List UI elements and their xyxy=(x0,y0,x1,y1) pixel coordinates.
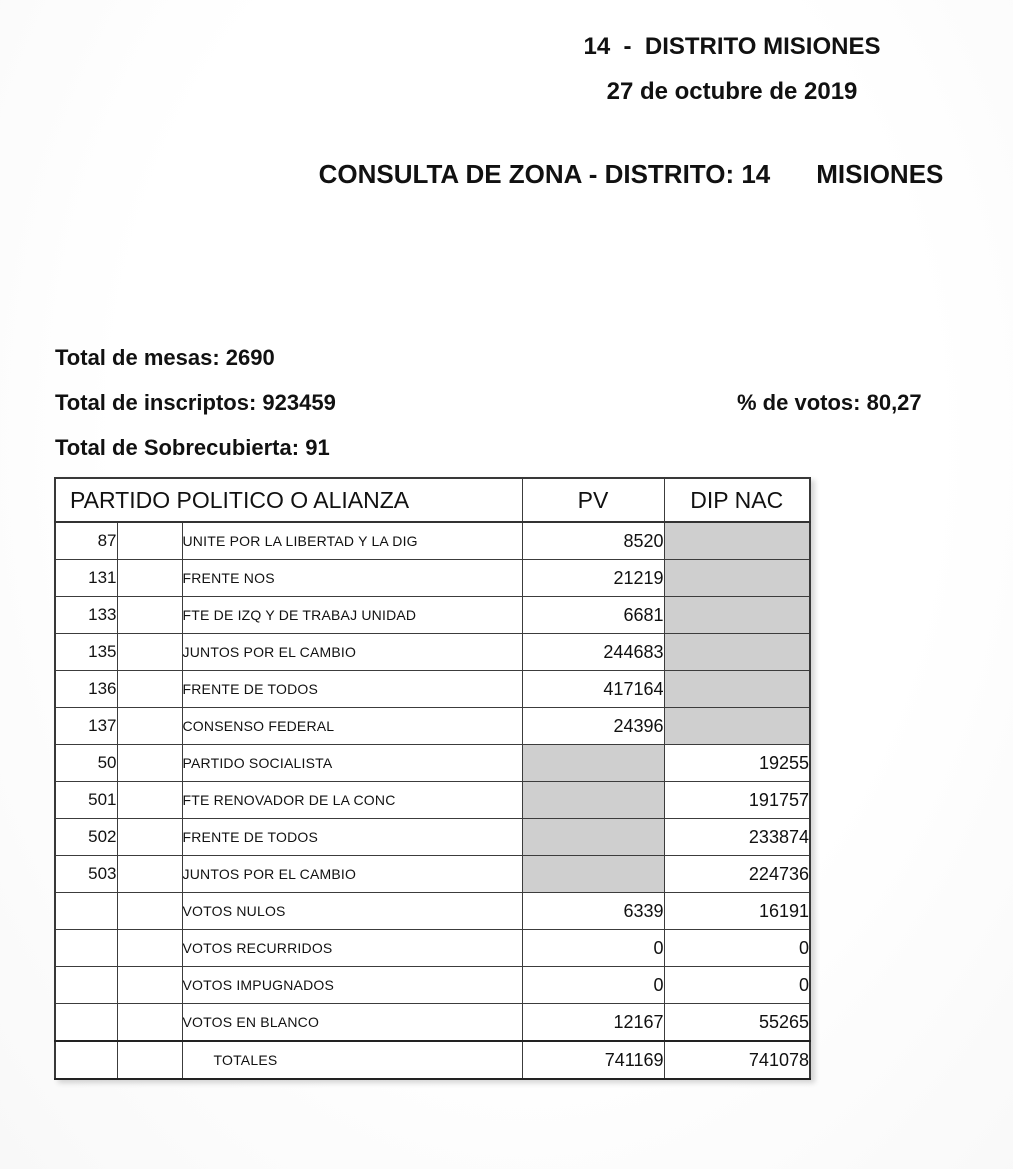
party-code-cell xyxy=(55,1004,117,1042)
report-title xyxy=(250,159,1012,190)
pv-value-cell: 21219 xyxy=(522,560,664,597)
total-sobrecubierta-value: 91 xyxy=(305,435,330,460)
blank-cell xyxy=(117,671,182,708)
pv-value-cell: 417164 xyxy=(522,671,664,708)
party-code-cell: 136 xyxy=(55,671,117,708)
dip-nac-value-cell: 55265 xyxy=(664,1004,810,1042)
party-name-cell: FTE DE IZQ Y DE TRABAJ UNIDAD xyxy=(182,597,522,634)
result-row xyxy=(55,930,810,967)
pct-votos-stat xyxy=(737,390,922,416)
report-title-district: MISIONES xyxy=(816,159,944,189)
pv-value-cell xyxy=(522,856,664,893)
date-header: 27 de octubre de 2019 xyxy=(606,78,858,105)
report-title-text: CONSULTA DE ZONA - DISTRITO: 14 xyxy=(318,159,771,189)
dip-nac-value-cell xyxy=(664,597,810,634)
column-header-dip-nac: DIP NAC xyxy=(664,478,810,522)
blank-cell xyxy=(117,522,182,560)
pv-value-cell xyxy=(522,819,664,856)
blank-cell xyxy=(117,819,182,856)
result-row xyxy=(55,819,810,856)
total-inscriptos-stat xyxy=(55,390,336,416)
party-name-cell: CONSENSO FEDERAL xyxy=(182,708,522,745)
pv-value-cell xyxy=(522,782,664,819)
result-row xyxy=(55,597,810,634)
party-name-cell: TOTALES xyxy=(182,1041,522,1079)
total-inscriptos-label: Total de inscriptos: xyxy=(55,390,257,415)
pv-value-cell: 6339 xyxy=(522,893,664,930)
party-name-cell: FRENTE DE TODOS xyxy=(182,671,522,708)
dip-nac-value-cell xyxy=(664,708,810,745)
party-name-cell: JUNTOS POR EL CAMBIO xyxy=(182,634,522,671)
blank-cell xyxy=(117,634,182,671)
blank-cell xyxy=(117,597,182,634)
blank-cell xyxy=(117,856,182,893)
blank-cell xyxy=(117,967,182,1004)
dip-nac-value-cell xyxy=(664,522,810,560)
table-header-row xyxy=(55,478,810,522)
pct-votos-label: % de votos: xyxy=(737,390,861,415)
result-row xyxy=(55,522,810,560)
total-sobrecubierta-stat xyxy=(55,435,330,461)
party-code-cell: 50 xyxy=(55,745,117,782)
dip-nac-value-cell: 16191 xyxy=(664,893,810,930)
party-code-cell xyxy=(55,930,117,967)
pv-value-cell: 244683 xyxy=(522,634,664,671)
totals-row xyxy=(55,1041,810,1079)
total-inscriptos-value: 923459 xyxy=(262,390,336,415)
party-name-cell: FRENTE DE TODOS xyxy=(182,819,522,856)
total-sobrecubierta-label: Total de Sobrecubierta: xyxy=(55,435,300,460)
party-name-cell: VOTOS EN BLANCO xyxy=(182,1004,522,1042)
party-code-cell: 131 xyxy=(55,560,117,597)
pv-value-cell: 8520 xyxy=(522,522,664,560)
dip-nac-value-cell xyxy=(664,634,810,671)
pv-value-cell: 6681 xyxy=(522,597,664,634)
dip-nac-value-cell: 741078 xyxy=(664,1041,810,1079)
party-name-cell: PARTIDO SOCIALISTA xyxy=(182,745,522,782)
party-code-cell: 502 xyxy=(55,819,117,856)
result-row xyxy=(55,856,810,893)
results-table xyxy=(54,477,811,1080)
party-code-cell: 133 xyxy=(55,597,117,634)
dip-nac-value-cell: 0 xyxy=(664,930,810,967)
pv-value-cell xyxy=(522,745,664,782)
party-code-cell: 135 xyxy=(55,634,117,671)
result-row xyxy=(55,708,810,745)
result-row xyxy=(55,893,810,930)
party-name-cell: UNITE POR LA LIBERTAD Y LA DIG xyxy=(182,522,522,560)
party-name-cell: FTE RENOVADOR DE LA CONC xyxy=(182,782,522,819)
dip-nac-value-cell xyxy=(664,560,810,597)
dip-nac-value-cell xyxy=(664,671,810,708)
blank-cell xyxy=(117,1041,182,1079)
dip-nac-value-cell: 19255 xyxy=(664,745,810,782)
result-row xyxy=(55,634,810,671)
party-code-cell: 137 xyxy=(55,708,117,745)
blank-cell xyxy=(117,782,182,819)
column-header-party: PARTIDO POLITICO O ALIANZA xyxy=(55,478,522,522)
party-name-cell: FRENTE NOS xyxy=(182,560,522,597)
party-code-cell xyxy=(55,1041,117,1079)
dip-nac-value-cell: 224736 xyxy=(664,856,810,893)
blank-cell xyxy=(117,560,182,597)
party-code-cell: 501 xyxy=(55,782,117,819)
result-row xyxy=(55,782,810,819)
pv-value-cell: 741169 xyxy=(522,1041,664,1079)
district-header: 14 - DISTRITO MISIONES xyxy=(583,33,881,60)
total-mesas-label: Total de mesas: xyxy=(55,345,220,370)
dip-nac-value-cell: 233874 xyxy=(664,819,810,856)
blank-cell xyxy=(117,930,182,967)
party-code-cell xyxy=(55,967,117,1004)
party-name-cell: JUNTOS POR EL CAMBIO xyxy=(182,856,522,893)
party-name-cell: VOTOS RECURRIDOS xyxy=(182,930,522,967)
party-name-cell: VOTOS IMPUGNADOS xyxy=(182,967,522,1004)
blank-cell xyxy=(117,893,182,930)
blank-cell xyxy=(117,708,182,745)
result-row xyxy=(55,560,810,597)
total-mesas-value: 2690 xyxy=(225,345,275,370)
pv-value-cell: 0 xyxy=(522,967,664,1004)
party-code-cell: 503 xyxy=(55,856,117,893)
total-mesas-stat xyxy=(55,345,275,371)
result-row xyxy=(55,1004,810,1042)
result-row xyxy=(55,671,810,708)
blank-cell xyxy=(117,1004,182,1042)
pct-votos-value: 80,27 xyxy=(866,390,922,415)
result-row xyxy=(55,745,810,782)
results-table-body xyxy=(55,522,810,1079)
dip-nac-value-cell: 0 xyxy=(664,967,810,1004)
pv-value-cell: 24396 xyxy=(522,708,664,745)
party-code-cell xyxy=(55,893,117,930)
pv-value-cell: 12167 xyxy=(522,1004,664,1042)
party-code-cell: 87 xyxy=(55,522,117,560)
result-row xyxy=(55,967,810,1004)
column-header-pv: PV xyxy=(522,478,664,522)
party-name-cell: VOTOS NULOS xyxy=(182,893,522,930)
pv-value-cell: 0 xyxy=(522,930,664,967)
blank-cell xyxy=(117,745,182,782)
dip-nac-value-cell: 191757 xyxy=(664,782,810,819)
